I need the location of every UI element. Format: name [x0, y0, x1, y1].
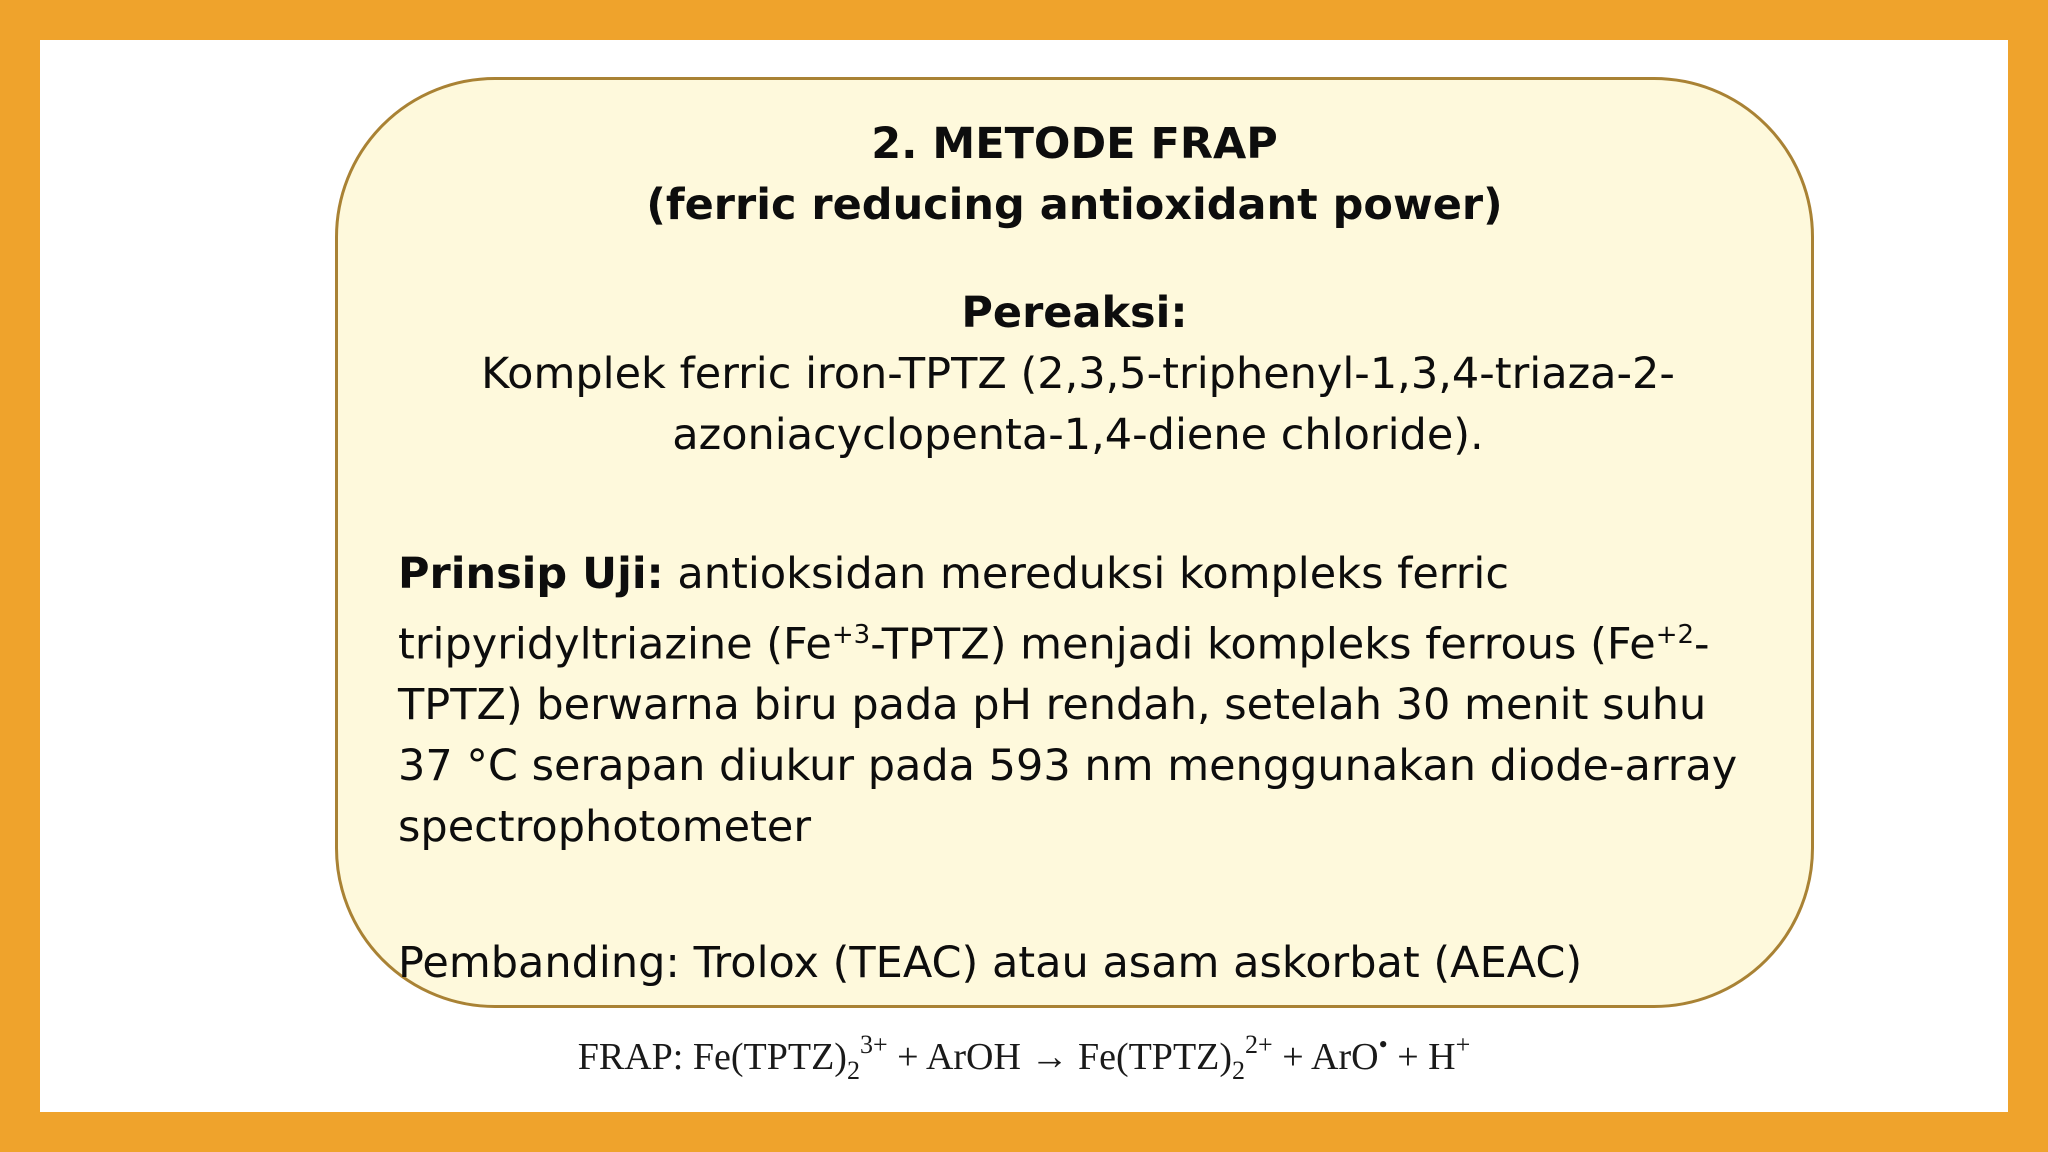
- equation-prefix: FRAP: Fe(TPTZ): [577, 1036, 847, 1078]
- principle-label: Prinsip Uji:: [398, 549, 664, 599]
- equation-sup-2: 2+: [1245, 1030, 1273, 1059]
- fe2-superscript: +2: [1655, 620, 1695, 650]
- equation-sub-2: 2: [1232, 1056, 1246, 1085]
- frap-equation: [40, 1030, 2008, 1086]
- fe3-superscript: +3: [831, 620, 871, 650]
- principle-text-2: -TPTZ) menjadi kompleks ferrous (Fe: [870, 619, 1656, 670]
- principle-text-1: antioksidan mereduksi kompleks ferric tripyridyltriazine (Fe: [398, 549, 1509, 670]
- equation-sub-1: 2: [846, 1056, 860, 1085]
- comparison-text: Pembanding: Trolox (TEAC) atau asam askorbat (AEAC): [398, 938, 1583, 988]
- radical-dot: •: [1378, 1030, 1388, 1059]
- equation-middle: + ArOH → Fe(TPTZ): [887, 1036, 1233, 1078]
- title-line-1: 2. METODE FRAP: [871, 119, 1278, 169]
- principle-paragraph: [398, 544, 1768, 858]
- equation-sup-1: 3+: [859, 1030, 888, 1059]
- content-card: [335, 77, 1814, 1008]
- equation-tail: + H: [1387, 1036, 1456, 1078]
- slide-title: [338, 114, 1811, 236]
- equation-sup-3: +: [1455, 1030, 1471, 1059]
- reagent-text: Komplek ferric iron-TPTZ (2,3,5-triphenyl-1,3,4-triaza-2-azoniacyclopenta-1,4-diene chloride).: [481, 349, 1675, 460]
- principle-text-3: -TPTZ) berwarna biru pada pH rendah, setelah 30 menit suhu 37 °C serapan diukur pada 593 nm menggunakan diode-array spectrophotometer: [398, 619, 1738, 853]
- slide: [40, 40, 2008, 1112]
- title-line-2: (ferric reducing antioxidant power): [646, 180, 1503, 230]
- reagent-heading: Pereaksi:: [961, 288, 1188, 338]
- equation-suffix: + ArO: [1272, 1036, 1379, 1078]
